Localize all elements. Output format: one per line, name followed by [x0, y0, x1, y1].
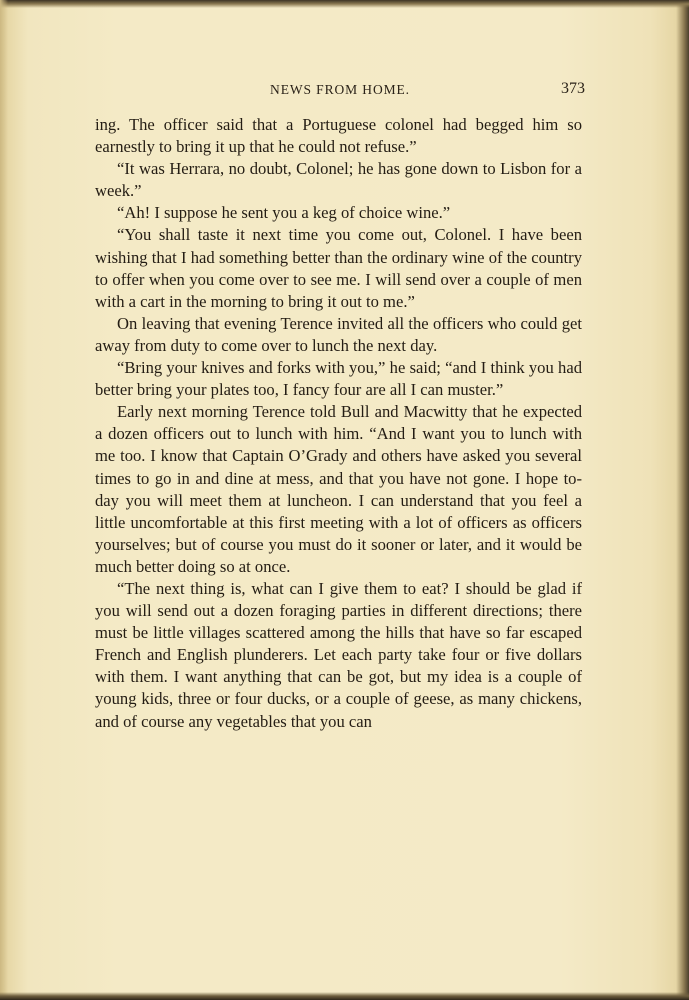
paragraph: “It was Herrara, no doubt, Colonel; he has gone down to Lisbon for a week.”: [95, 159, 582, 201]
paragraph: “You shall taste it next time you come out, Colonel. I have been wishing that I had something better than the ordinary wine of the country to offer when you come over to see me. I will send over a couple of men with a cart in the morning to bring it out to me.”: [95, 225, 582, 311]
page-top-edge: [0, 0, 689, 8]
paragraph: On leaving that evening Terence invited all the officers who could get away from duty to come over to lunch the next day.: [95, 313, 582, 355]
page-number: 373: [561, 80, 585, 97]
paragraph: Early next morning Terence told Bull and Macwitty that he expected a dozen officers out to lunch with him. “And I want you to lunch with me too. I know that Captain O’Grady and others have asked you several times to go in and dine at mess, and that you have not gone. I hope to-day you will meet them at luncheon. I can understand that you feel a little uncomfortable at this first meeting with a lot of officers as officers yourselves; but of course you must do it sooner or later, and it would be much better doing so at once.: [95, 402, 582, 576]
body-text: [95, 114, 582, 733]
paragraph: “Bring your knives and forks with you,” he said; “and I think you had better bring your plates too, I fancy four are all I can muster.”: [95, 358, 582, 400]
page-header: [95, 80, 585, 102]
page-left-edge: [0, 0, 8, 1000]
paragraph: “Ah! I suppose he sent you a keg of choice wine.”: [117, 203, 451, 223]
running-head: NEWS FROM HOME.: [270, 82, 410, 97]
page-bottom-edge: [0, 992, 689, 1000]
paragraph: ing. The officer said that a Portuguese colonel had begged him so earnestly to bring it up that he could not refuse.”: [95, 115, 582, 157]
paragraph: “The next thing is, what can I give them to eat? I should be glad if you will send out a dozen foraging parties in different directions; there must be little villages scattered among the hills that have so far escaped French and English plunderers. Let each party take four or five dollars with them. I want anything that can be got, but my idea is a couple of young kids, three or four ducks, or a couple of geese, as many chickens, and of course any vegetables that you can: [95, 578, 582, 731]
